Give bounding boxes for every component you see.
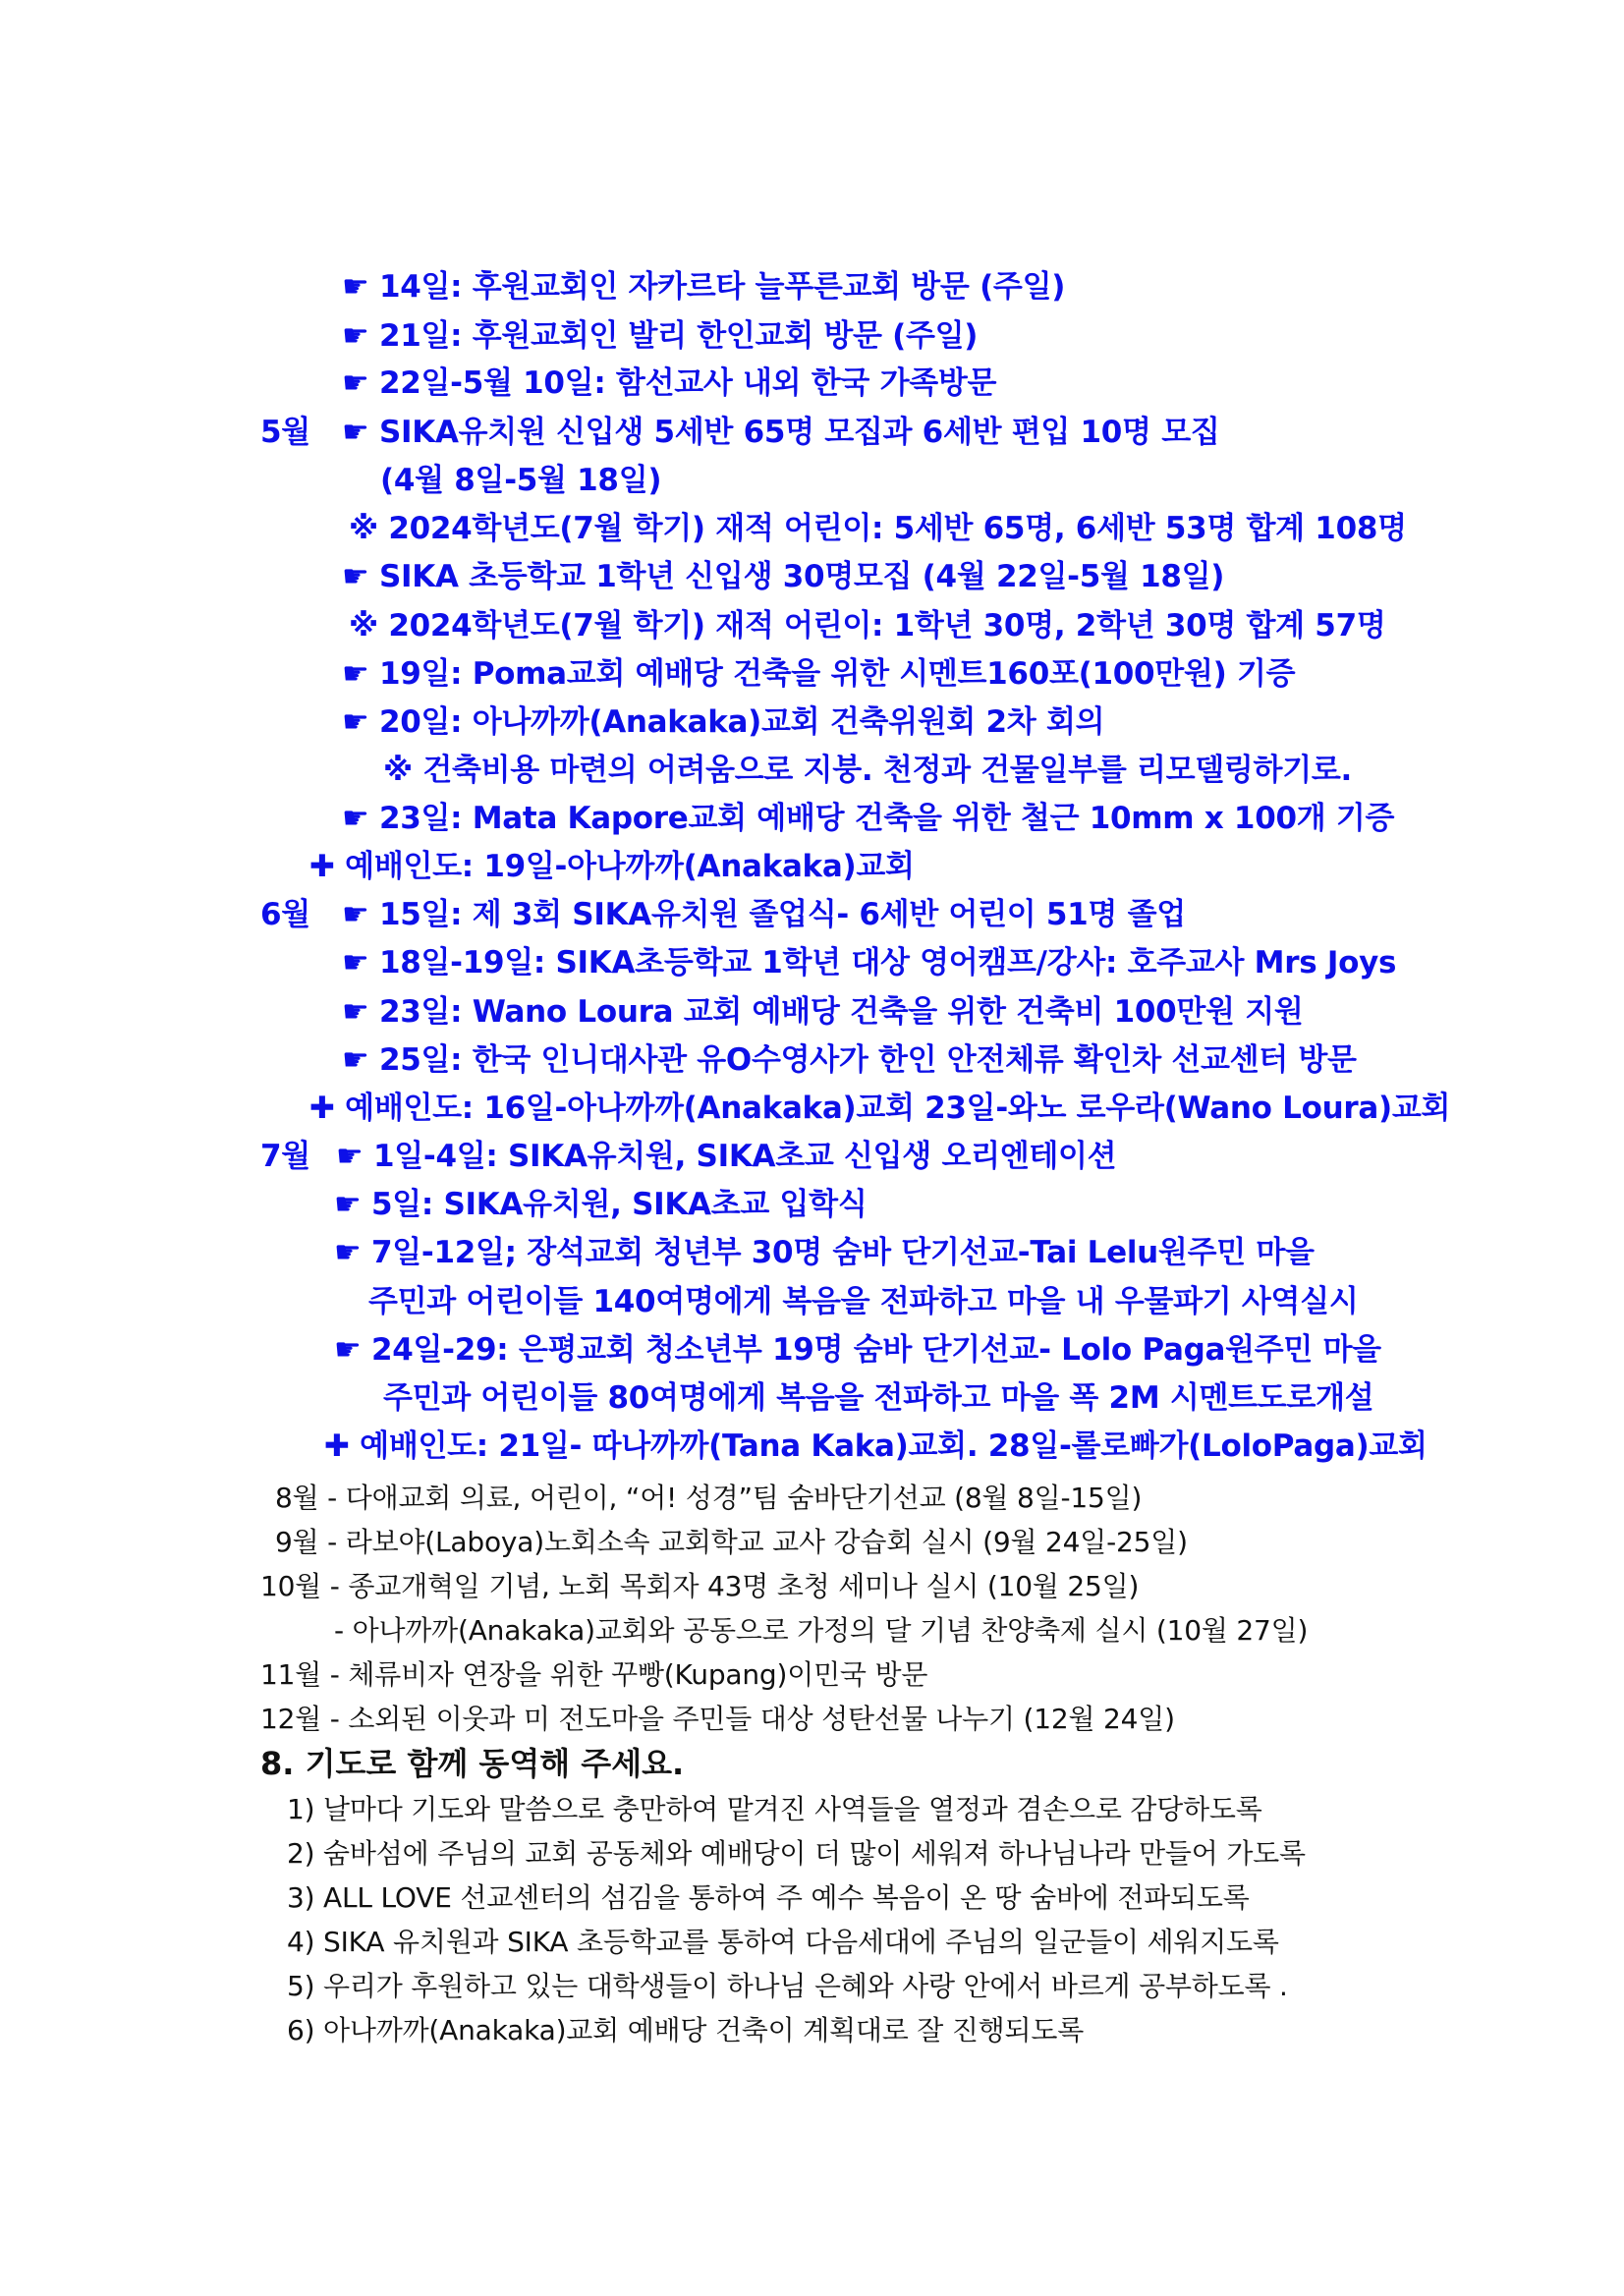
line-text: ☛ 23일: Mata Kapore교회 예배당 건축을 위한 철근 10mm x 100개 기증 bbox=[342, 801, 1395, 836]
line-text: 5) 우리가 후원하고 있는 대학생들이 하나님 은혜와 사랑 안에서 바르게 공부하도록 . bbox=[287, 1970, 1288, 2002]
line-text: ☛ 15일: 제 3회 SIKA유치원 졸업식- 6세반 어린이 51명 졸업 bbox=[342, 897, 1186, 932]
line-text: ☛ SIKA 초등학교 1학년 신입생 30명모집 (4월 22일-5월 18일) bbox=[342, 559, 1225, 594]
line-text: ☛ 14일: 후원교회인 자카르타 늘푸른교회 방문 (주일) bbox=[342, 269, 1066, 305]
line-text: 주민과 어린이들 80여명에게 복음을 전파하고 마을 폭 2M 시멘트도로개설 bbox=[383, 1380, 1374, 1416]
line-text: ✚ 예배인도: 21일- 따나까까(Tana Kaka)교회. 28일-롤로빠가(LoloPaga)교회 bbox=[324, 1428, 1428, 1464]
month-label: 5월 bbox=[260, 415, 310, 450]
line-text: 10월 - 종교개혁일 기념, 노회 목회자 43명 초청 세미나 실시 (10월 25일) bbox=[260, 1570, 1140, 1602]
line-text: ☛ 21일: 후원교회인 발리 한인교회 방문 (주일) bbox=[342, 318, 979, 354]
line-text: (4월 8일-5월 18일) bbox=[380, 463, 662, 498]
line-text: ☛ 20일: 아나까까(Anakaka)교회 건축위원회 2차 회의 bbox=[342, 704, 1105, 740]
line-text: ※ 2024학년도(7월 학기) 재적 어린이: 1학년 30명, 2학년 30명 합계 57명 bbox=[349, 608, 1386, 644]
line-text: ☛ 18일-19일: SIKA초등학교 1학년 대상 영어캠프/강사: 호주교사 Mrs Joys bbox=[342, 945, 1397, 980]
line-text: 9월 - 라보야(Laboya)노회소속 교회학교 교사 강습회 실시 (9월 24일-25일) bbox=[275, 1526, 1188, 1558]
line-text: ※ 건축비용 마련의 어려움으로 지붕. 천정과 건물일부를 리모델링하기로. bbox=[383, 753, 1352, 788]
line-text: 4) SIKA 유치원과 SIKA 초등학교를 통하여 다음세대에 주님의 일군들이 세워지도록 bbox=[287, 1926, 1279, 1958]
line-text: ☛ 5일: SIKA유치원, SIKA초교 입학식 bbox=[334, 1187, 868, 1222]
month-label: 6월 bbox=[260, 897, 310, 932]
line-text: - 아나까까(Anakaka)교회와 공동으로 가정의 달 기념 찬양축제 실시 (10월 27일) bbox=[334, 1614, 1309, 1647]
month-label: 7월 bbox=[260, 1139, 310, 1174]
line-text: ☛ 24일-29: 은평교회 청소년부 19명 숨바 단기선교- Lolo Paga원주민 마을 bbox=[334, 1332, 1381, 1368]
line-text: ※ 2024학년도(7월 학기) 재적 어린이: 5세반 65명, 6세반 53명 합계 108명 bbox=[349, 511, 1407, 546]
line-text: 11월 - 체류비자 연장을 위한 꾸빵(Kupang)이민국 방문 bbox=[260, 1658, 928, 1691]
line-text: ☛ 23일: Wano Loura 교회 예배당 건축을 위한 건축비 100만원 지원 bbox=[342, 994, 1304, 1030]
heading-text: 8. 기도로 함께 동역해 주세요. bbox=[260, 1745, 685, 1782]
line-text: 8월 - 다애교회 의료, 어린이, “어! 성경”팀 숨바단기선교 (8월 8일-15일) bbox=[275, 1482, 1143, 1514]
line-text: 1) 날마다 기도와 말씀으로 충만하여 맡겨진 사역들을 열정과 겸손으로 감당하도록 bbox=[287, 1793, 1262, 1825]
line-text: ☛ SIKA유치원 신입생 5세반 65명 모집과 6세반 편입 10명 모집 bbox=[342, 415, 1220, 450]
line-text: ☛ 7일-12일; 장석교회 청년부 30명 숨바 단기선교-Tai Lelu원주민 마을 bbox=[334, 1235, 1315, 1270]
line-text: ✚ 예배인도: 19일-아나까까(Anakaka)교회 bbox=[309, 849, 915, 884]
line-text: ✚ 예배인도: 16일-아나까까(Anakaka)교회 23일-와노 로우라(Wano Loura)교회 bbox=[309, 1091, 1451, 1126]
line-text: ☛ 25일: 한국 인니대사관 유O수영사가 한인 안전체류 확인차 선교센터 방문 bbox=[342, 1042, 1357, 1078]
line-text: ☛ 19일: Poma교회 예배당 건축을 위한 시멘트160포(100만원) 기증 bbox=[342, 656, 1296, 692]
line-text: 6) 아나까까(Anakaka)교회 예배당 건축이 계획대로 잘 진행되도록 bbox=[287, 2014, 1085, 2046]
line-text: 3) ALL LOVE 선교센터의 섬김을 통하여 주 예수 복음이 온 땅 숨바에 전파되도록 bbox=[287, 1881, 1250, 1914]
line-text: 2) 숨바섬에 주님의 교회 공동체와 예배당이 더 많이 세워져 하나님나라 만들어 가도록 bbox=[287, 1837, 1306, 1870]
line-text: ☛ 1일-4일: SIKA유치원, SIKA초교 신입생 오리엔테이션 bbox=[336, 1139, 1117, 1174]
line-text: 12월 - 소외된 이웃과 미 전도마을 주민들 대상 성탄선물 나누기 (12월 24일) bbox=[260, 1703, 1175, 1735]
line-text: 주민과 어린이들 140여명에게 복음을 전파하고 마을 내 우물파기 사역실시 bbox=[368, 1284, 1359, 1319]
line-text: ☛ 22일-5월 10일: 함선교사 내외 한국 가족방문 bbox=[342, 365, 997, 401]
